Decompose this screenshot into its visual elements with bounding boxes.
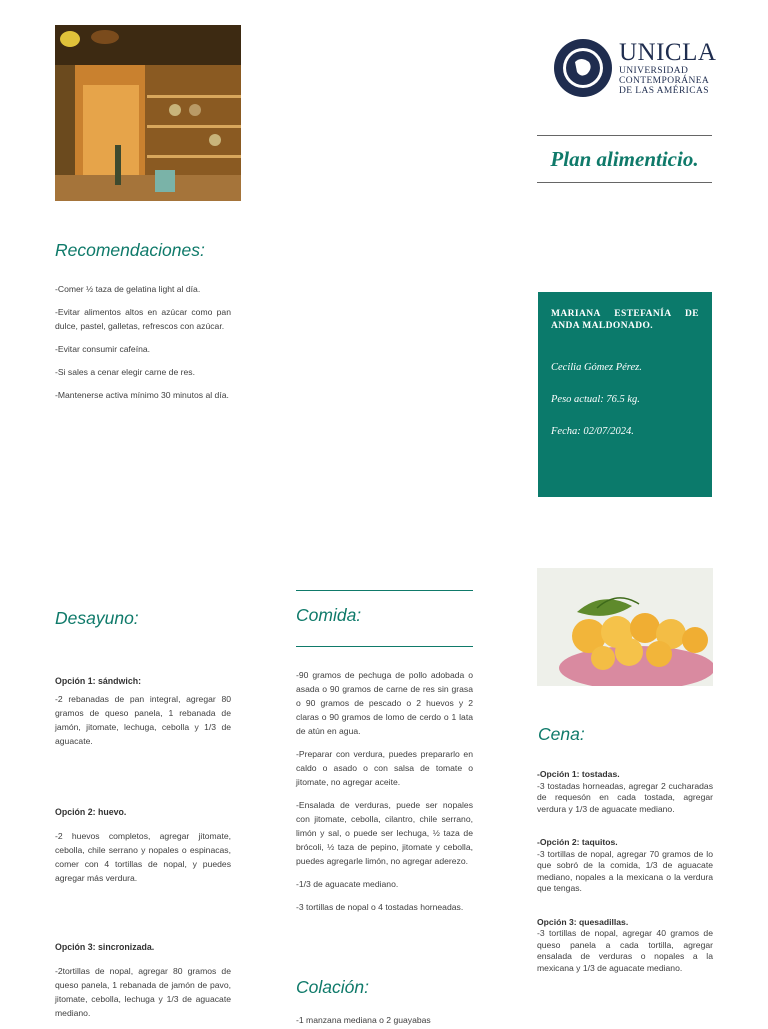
desayuno-heading: Desayuno:: [55, 608, 139, 628]
university-seal-icon: [553, 38, 613, 98]
patient-card: [538, 292, 712, 497]
cena-option-2-text: -3 tortillas de nopal, agregar 70 gramos de lo que sobró de la comida, 1/3 de aguacate mediano, nopales a la mexicana o la verdura que tengas.: [537, 848, 713, 893]
title-box: [537, 135, 712, 183]
desayuno-option-2-text: -2 huevos completos, agregar jitomate, cebolla, chile serrano y nopales o espinacas, comer con 4 tortillas de nopal, y puedes agregar más verdura.: [55, 831, 231, 883]
recomendacion-item: -Si sales a cenar elegir carne de res.: [55, 367, 195, 377]
current-weight: Peso actual: 76.5 kg.: [551, 394, 640, 405]
comida-list: [296, 668, 473, 923]
desayuno-option-1-text: -2 rebanadas de pan integral, agregar 80 gramos de queso panela, 1 rebanada de jamón, jitomate, lechuga, cebolla y 1/3 de aguacate.: [55, 694, 231, 746]
comida-item: -Preparar con verdura, puedes prepararlo en caldo o asado o con salsa de tomate o jitomate, no agregar aceite.: [296, 749, 473, 787]
cena-option-1-text: -3 tostadas horneadas, agregar 2 cucharadas de requesón en cada tostada, agregar verdura y 1/3 de aguacate mediano.: [537, 780, 713, 814]
cena-option-2: [537, 837, 713, 895]
recomendacion-item: -Evitar alimentos altos en azúcar como pan dulce, pastel, galletas, refrescos con azúcar.: [55, 307, 231, 331]
cena-options: [537, 769, 713, 996]
recomendacion-item: -Comer ½ taza de gelatina light al día.: [55, 284, 201, 294]
desayuno-option-2-title: Opción 2: huevo.: [55, 807, 127, 817]
cena-option-3-text: -3 tortillas de nopal, agregar 40 gramos de queso panela a cada tortilla, agregar ensalada de verduras o nopales a la mexicana y 1/3 de aguacate mediano.: [537, 928, 713, 973]
recomendacion-item: -Mantenerse activa mínimo 30 minutos al día.: [55, 390, 229, 400]
cena-heading: Cena:: [538, 724, 585, 744]
comida-top-rule: [296, 590, 473, 591]
desayuno-option-1: [55, 674, 231, 757]
logo-line-1: UNIVERSIDAD: [619, 66, 689, 76]
comida-heading: Comida:: [296, 605, 362, 625]
desayuno-option-3-title: Opción 3: sincronizada.: [55, 942, 155, 952]
university-logo: [553, 38, 717, 102]
colacion-heading: Colación:: [296, 977, 369, 997]
plan-date: Fecha: 02/07/2024.: [551, 426, 634, 437]
recomendaciones-heading: Recomendaciones:: [55, 240, 205, 260]
desayuno-option-3: [55, 940, 231, 1029]
desayuno-option-1-title: Opción 1: sándwich:: [55, 676, 142, 686]
kitchen-shelf-photo: [55, 25, 241, 201]
doctor-name: Cecilia Gómez Pérez.: [551, 362, 642, 373]
oranges-bowl-photo: [537, 568, 713, 686]
recomendacion-item: -Evitar consumir cafeína.: [55, 344, 151, 354]
cena-option-1-title: -Opción 1: tostadas.: [537, 769, 620, 779]
desayuno-option-2: [55, 805, 231, 894]
comida-item: -3 tortillas de nopal o 4 tostadas horneadas.: [296, 902, 464, 912]
logo-name: UNICLA: [619, 39, 717, 66]
comida-item: -Ensalada de verduras, puede ser nopales con jitomate, cebolla, cilantro, chile serrano, limón y sal, o puede ser lechuga, ½ taza de brócoli, ½ taza de pepino, jitomate y cebolla, puedes agregarle limón, no agregar aderezo.: [296, 800, 473, 866]
logo-line-3: DE LAS AMÉRICAS: [619, 86, 709, 96]
colacion-text: -1 manzana mediana o 2 guayabas: [296, 1015, 431, 1025]
logo-line-2: CONTEMPORÁNEA: [619, 76, 710, 86]
comida-item: -90 gramos de pechuga de pollo adobada o asada o 90 gramos de carne de res sin grasa o 90 gramos de pescado o 2 huevos y 2 claras o 90 gramos de lomo de cerdo o 1 lata de atún en agua.: [296, 670, 473, 736]
page-title: Plan alimenticio.: [550, 146, 699, 171]
cena-option-1: [537, 769, 713, 815]
comida-bottom-rule: [296, 646, 473, 647]
cena-option-3: [537, 917, 713, 975]
recomendaciones-list: [55, 282, 231, 411]
comida-item: -1/3 de aguacate mediano.: [296, 879, 399, 889]
desayuno-option-3-text: -2tortillas de nopal, agregar 80 gramos de queso panela, 1 rebanada de jamón de pavo, jitomate, cebolla, lechuga y 1/3 de aguacate mediano.: [55, 966, 231, 1018]
cena-option-3-title: Opción 3: quesadillas.: [537, 916, 629, 927]
cena-option-2-title: -Opción 2: taquitos.: [537, 837, 618, 847]
patient-name: MARIANA ESTEFANÍA DE ANDA MALDONADO.: [551, 309, 699, 331]
